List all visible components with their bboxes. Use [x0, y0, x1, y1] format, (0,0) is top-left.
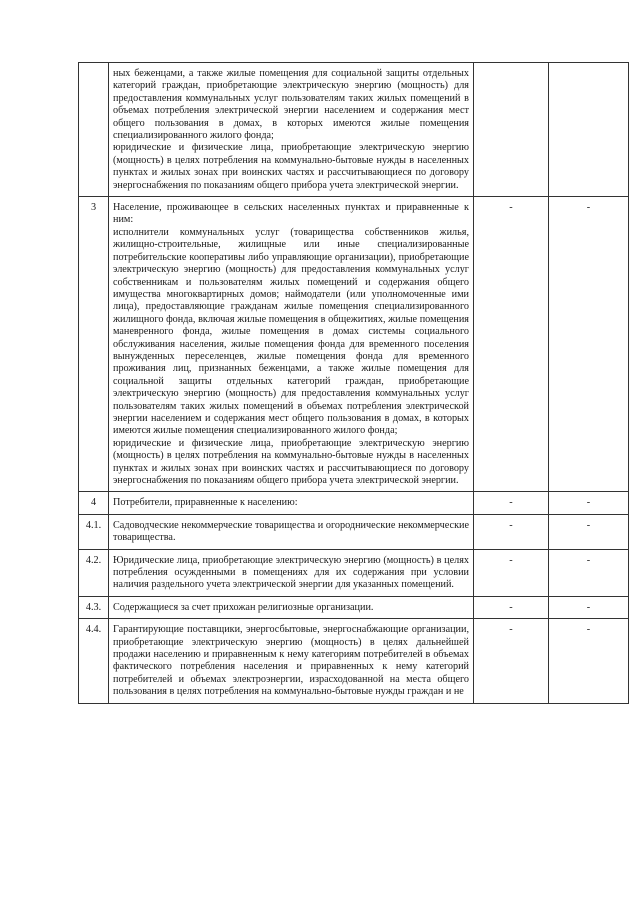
row-value-a: -: [474, 492, 549, 514]
table-row: [79, 63, 629, 197]
row-number: 4.3.: [79, 596, 109, 618]
row-paragraph: Потребители, приравненные к населению:: [113, 497, 298, 509]
row-value-b: -: [549, 549, 629, 596]
row-value-b: -: [549, 514, 629, 549]
row-description: [109, 63, 474, 197]
row-number: 4: [79, 492, 109, 514]
row-value-a: -: [474, 619, 549, 703]
row-value-b: [549, 63, 629, 197]
table-row: [79, 619, 629, 703]
row-description: [109, 492, 474, 514]
table-row: [79, 197, 629, 492]
row-value-a: -: [474, 596, 549, 618]
row-paragraph: юридические и физические лица, приобретающие электрическую энергию (мощность) в целях потребления на коммунально-бытовые нужды в населенных пунктах и жилых зонах при воинских частях и рассчитывающиеся по договору энергоснабжения по показаниям общего прибора учета электрической энергии.: [113, 142, 469, 191]
row-number: 4.1.: [79, 514, 109, 549]
row-paragraph: Гарантирующие поставщики, энергосбытовые, энергоснабжающие организации, приобретающие электрическую энергию (мощность) в целях дальнейшей продажи населению и приравненным к нему категориям потребителей в объемах фактического потребления населения и приравненных к нему категорий потребителей и объемах электроэнергии, израсходованной на места общего пользования в целях потребления на коммунально-бытовые нужды граждан и не: [113, 624, 469, 698]
row-value-a: [474, 63, 549, 197]
row-paragraph: Юридические лица, приобретающие электрическую энергию (мощность) в целях потребления осужденными в помещениях для их содержания при условии наличия раздельного учета электрической энергии для указанных помещений.: [113, 554, 469, 591]
row-number: 4.4.: [79, 619, 109, 703]
row-paragraph: Население, проживающее в сельских населенных пунктах и приравненные к ним:: [113, 202, 469, 226]
table-row: [79, 596, 629, 618]
row-value-b: -: [549, 596, 629, 618]
row-description: [109, 619, 474, 703]
row-paragraph: ных беженцами, а также жилые помещения для социальной защиты отдельных категорий граждан, приобретающие электрическую энергию (мощность) для предоставления коммунальных услуг пользователям таких жилых помещений в объемах потребления электрической энергии населением и содержания мест общего пользования в домах, в которых имеются жилые помещения специализированного жилого фонда;: [113, 68, 469, 142]
row-description: [109, 514, 474, 549]
row-description: [109, 596, 474, 618]
row-number: 3: [79, 197, 109, 492]
row-number: [79, 63, 109, 197]
tariff-consumer-table: [78, 62, 629, 704]
row-paragraph: Садоводческие некоммерческие товарищества и огороднические некоммерческие товарищества.: [113, 519, 469, 544]
row-paragraph: юридические и физические лица, приобретающие электрическую энергию (мощность) в целях потребления на коммунально-бытовые нужды в населенных пунктах и жилых зонах при воинских частях и рассчитывающиеся по договору энергоснабжения по показаниям общего прибора учета электрической энергии.: [113, 437, 469, 486]
row-value-a: -: [474, 549, 549, 596]
table-row: [79, 492, 629, 514]
row-number: 4.2.: [79, 549, 109, 596]
table-row: [79, 514, 629, 549]
row-value-b: -: [549, 197, 629, 492]
row-paragraph: Содержащиеся за счет прихожан религиозные организации.: [113, 601, 374, 613]
row-paragraph: исполнители коммунальных услуг (товарищества собственников жилья, жилищно-строительные, жилищные или иные специализированные потребительские кооперативы либо управляющие организации), приобретающие электрическую энергию (мощность) для предоставления коммунальных услуг собственникам и пользователям жилых помещений и содержания общего имущества многоквартирных домов; наймодатели (или уполномоченные ими лица), предоставляющие гражданам жилые помещения специализированного жилищного фонда, включая жилые помещения в общежитиях, жилые помещения маневренного фонда, жилые помещения в домах системы социального обслуживания населения, жилые помещения фонда для временного поселения вынужденных переселенцев, жилые помещения фонда для временного проживания лиц, признанных беженцами, а также жилые помещения для социальной защиты отдельных категорий граждан, приобретающие электрическую энергию (мощность) для предоставления коммунальных услуг пользователям таких жилых помещений в объемах потребления электрической энергии населением и содержания мест общего пользования в домах, в которых имеются жилые помещения специализированного жилого фонда;: [113, 226, 469, 437]
row-value-b: -: [549, 619, 629, 703]
row-value-b: -: [549, 492, 629, 514]
row-value-a: -: [474, 197, 549, 492]
row-value-a: -: [474, 514, 549, 549]
row-description: [109, 197, 474, 492]
row-description: [109, 549, 474, 596]
table-row: [79, 549, 629, 596]
